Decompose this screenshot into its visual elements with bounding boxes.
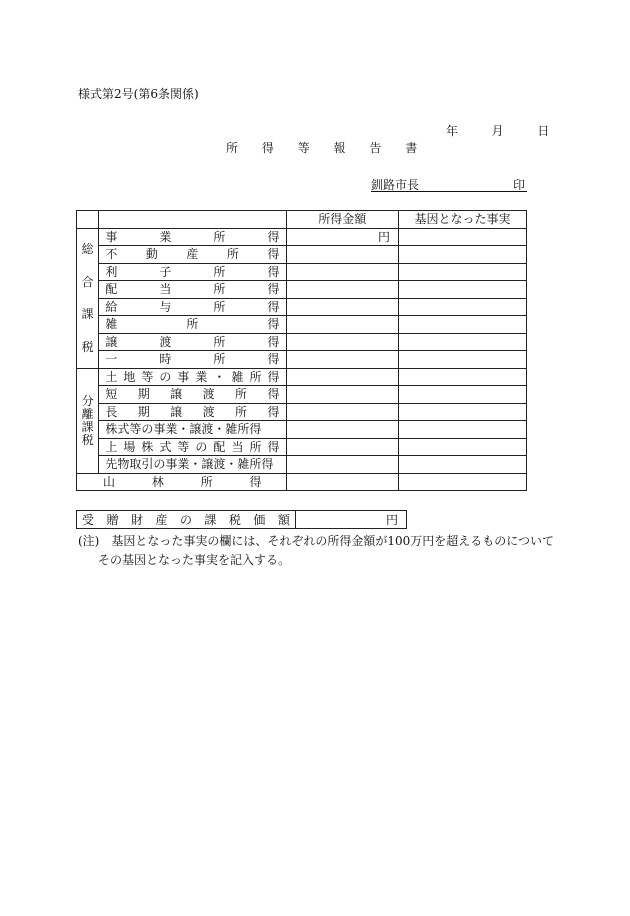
gift-label bbox=[77, 511, 296, 529]
label-char: 所 bbox=[213, 299, 226, 314]
table-row bbox=[77, 386, 527, 404]
label-char: 所 bbox=[249, 369, 262, 384]
note-line-2: その基因となった事実を記入する。 bbox=[98, 553, 291, 567]
amount-cell[interactable] bbox=[286, 456, 399, 474]
label-char: 事 bbox=[177, 369, 190, 384]
note-line-1: (注) 基因となった事実の欄には、それぞれの所得金額が100万円を超えるものについて bbox=[78, 534, 555, 548]
col-fact-header: 基因となった事実 bbox=[399, 211, 527, 229]
label-char: 譲 bbox=[105, 334, 118, 349]
table-row bbox=[77, 473, 527, 491]
group-char: 課 bbox=[81, 419, 94, 434]
table-row bbox=[77, 511, 407, 529]
label-char: 長 bbox=[105, 404, 118, 419]
amount-cell[interactable] bbox=[286, 368, 399, 386]
label-char: 所 bbox=[226, 247, 239, 262]
table-row bbox=[77, 298, 527, 316]
label-char: 価 bbox=[253, 513, 266, 527]
title-char: 書 bbox=[405, 141, 418, 155]
row-label bbox=[99, 281, 286, 299]
label-char: 財 bbox=[130, 513, 143, 527]
label-char: 所 bbox=[200, 474, 213, 489]
label-char: 得 bbox=[267, 439, 280, 454]
label-char: 子 bbox=[159, 264, 172, 279]
amount-cell[interactable] bbox=[286, 333, 399, 351]
table-row bbox=[77, 316, 527, 334]
group-char: 総 bbox=[81, 242, 94, 257]
label-char: 時 bbox=[159, 352, 172, 367]
document-title bbox=[226, 139, 417, 156]
label-char: 等 bbox=[177, 439, 190, 454]
label-char: 与 bbox=[159, 299, 172, 314]
title-char: 所 bbox=[226, 141, 239, 155]
row-label bbox=[99, 456, 286, 474]
fact-cell[interactable] bbox=[399, 246, 527, 264]
fact-cell[interactable] bbox=[399, 351, 527, 369]
label-char: の bbox=[195, 439, 208, 454]
label-char: 得 bbox=[267, 404, 280, 419]
row-label bbox=[99, 368, 286, 386]
label-char: 期 bbox=[137, 387, 150, 402]
label-char: 雑 bbox=[105, 317, 118, 332]
label-char: 得 bbox=[267, 387, 280, 402]
label-char: 所 bbox=[213, 334, 226, 349]
label-char: 所 bbox=[235, 387, 248, 402]
group-comprehensive bbox=[77, 228, 99, 368]
label-char: 得 bbox=[267, 352, 280, 367]
amount-cell[interactable] bbox=[286, 403, 399, 421]
label-char: 所 bbox=[213, 264, 226, 279]
row-label bbox=[99, 298, 286, 316]
label-char: 得 bbox=[267, 229, 280, 244]
fact-cell[interactable] bbox=[399, 298, 527, 316]
amount-cell[interactable] bbox=[286, 351, 399, 369]
title-char: 等 bbox=[297, 141, 310, 155]
label-char: 得 bbox=[267, 317, 280, 332]
group-char: 税 bbox=[81, 339, 94, 354]
label-char: 所 bbox=[213, 352, 226, 367]
label-char: 場 bbox=[123, 439, 136, 454]
amount-cell[interactable] bbox=[286, 386, 399, 404]
label-char: 得 bbox=[267, 247, 280, 262]
group-char: 離 bbox=[81, 406, 94, 421]
row-label bbox=[99, 351, 286, 369]
amount-cell[interactable] bbox=[286, 263, 399, 281]
amount-cell[interactable] bbox=[286, 281, 399, 299]
fact-cell[interactable] bbox=[399, 473, 527, 491]
row-label bbox=[99, 438, 286, 456]
row-label bbox=[99, 386, 286, 404]
label-char: 地 bbox=[123, 369, 136, 384]
group-separate bbox=[77, 368, 99, 473]
label-char: 土 bbox=[105, 369, 118, 384]
label-char: 株 bbox=[141, 439, 154, 454]
label-char: 株式等の事業・譲渡・雑所得 bbox=[105, 422, 262, 437]
table-row bbox=[77, 456, 527, 474]
fact-cell[interactable] bbox=[399, 228, 527, 246]
table-row bbox=[77, 421, 527, 439]
label-char: 譲 bbox=[170, 404, 183, 419]
fact-cell[interactable] bbox=[399, 281, 527, 299]
date-year: 年 bbox=[446, 124, 459, 138]
amount-cell[interactable] bbox=[286, 316, 399, 334]
table-row bbox=[77, 263, 527, 281]
label-char: 渡 bbox=[202, 387, 215, 402]
row-label-forest bbox=[77, 473, 287, 491]
fact-cell[interactable] bbox=[399, 333, 527, 351]
table-row bbox=[77, 438, 527, 456]
title-char: 得 bbox=[261, 141, 274, 155]
gift-amount-cell[interactable]: 円 bbox=[296, 511, 407, 529]
label-char: 譲 bbox=[170, 387, 183, 402]
amount-cell[interactable]: 円 bbox=[286, 228, 399, 246]
label-char: 等 bbox=[141, 369, 154, 384]
row-label bbox=[99, 228, 286, 246]
label-char: 当 bbox=[159, 282, 172, 297]
fact-cell[interactable] bbox=[399, 421, 527, 439]
row-label bbox=[99, 316, 286, 334]
fact-cell[interactable] bbox=[399, 403, 527, 421]
label-char: 所 bbox=[235, 404, 248, 419]
table-row bbox=[77, 333, 527, 351]
label-char: 所 bbox=[213, 229, 226, 244]
label-char: 短 bbox=[105, 387, 118, 402]
label-char: 業 bbox=[159, 229, 172, 244]
fact-cell[interactable] bbox=[399, 263, 527, 281]
label-char: 業 bbox=[195, 369, 208, 384]
label-char: の bbox=[179, 513, 192, 527]
seal-mark: 印 bbox=[512, 178, 525, 192]
table-row bbox=[77, 368, 527, 386]
label-char: 配 bbox=[213, 439, 226, 454]
table-row bbox=[77, 351, 527, 369]
label-char: 一 bbox=[105, 352, 118, 367]
group-char: 税 bbox=[81, 432, 94, 447]
label-char: 得 bbox=[249, 474, 262, 489]
table-row bbox=[77, 403, 527, 421]
group-char: 合 bbox=[81, 274, 94, 289]
form-number: 様式第2号(第6条関係) bbox=[78, 87, 199, 101]
label-char: 不 bbox=[105, 247, 118, 262]
label-char: 得 bbox=[267, 264, 280, 279]
fact-cell[interactable] bbox=[399, 316, 527, 334]
fact-cell[interactable] bbox=[399, 438, 527, 456]
label-char: 課 bbox=[204, 513, 217, 527]
label-char: 配 bbox=[105, 282, 118, 297]
label-char: 利 bbox=[105, 264, 118, 279]
label-char: 所 bbox=[186, 317, 199, 332]
addressee-line bbox=[371, 176, 527, 192]
label-char: 産 bbox=[186, 247, 199, 262]
gift-tax-table bbox=[76, 510, 407, 529]
amount-cell[interactable] bbox=[286, 298, 399, 316]
row-label bbox=[99, 403, 286, 421]
table-row bbox=[77, 281, 527, 299]
label-char: ・ bbox=[213, 369, 226, 384]
label-char: 所 bbox=[213, 282, 226, 297]
table-header-row bbox=[77, 211, 527, 229]
label-char: 渡 bbox=[159, 334, 172, 349]
label-char: 額 bbox=[277, 513, 290, 527]
addressee-name: 釧路市長 bbox=[371, 178, 420, 192]
label-char: 山 bbox=[103, 474, 116, 489]
row-label bbox=[99, 421, 286, 439]
date-day: 日 bbox=[537, 124, 550, 138]
row-label bbox=[99, 333, 286, 351]
header-blank bbox=[99, 211, 286, 229]
label-char: 雑 bbox=[231, 369, 244, 384]
label-char: 得 bbox=[267, 369, 280, 384]
amount-cell[interactable] bbox=[286, 246, 399, 264]
date-line bbox=[446, 122, 549, 139]
label-char: 得 bbox=[267, 299, 280, 314]
amount-cell[interactable] bbox=[286, 473, 399, 491]
label-char: 当 bbox=[231, 439, 244, 454]
label-char: 式 bbox=[159, 439, 172, 454]
title-char: 告 bbox=[369, 141, 382, 155]
label-char: 事 bbox=[105, 229, 118, 244]
col-amount-header: 所得金額 bbox=[286, 211, 399, 229]
label-char: 給 bbox=[105, 299, 118, 314]
header-blank bbox=[77, 211, 99, 229]
label-char: 得 bbox=[267, 334, 280, 349]
label-char: 税 bbox=[228, 513, 241, 527]
fact-cell[interactable] bbox=[399, 386, 527, 404]
group-char: 課 bbox=[81, 307, 94, 322]
row-label bbox=[99, 246, 286, 264]
label-char: 動 bbox=[145, 247, 158, 262]
label-char: 受 bbox=[82, 513, 95, 527]
amount-cell[interactable] bbox=[286, 421, 399, 439]
label-char: 産 bbox=[155, 513, 168, 527]
label-char: 渡 bbox=[202, 404, 215, 419]
label-char: 林 bbox=[151, 474, 164, 489]
amount-cell[interactable] bbox=[286, 438, 399, 456]
row-label bbox=[99, 263, 286, 281]
income-table bbox=[76, 210, 527, 491]
label-char: 上 bbox=[105, 439, 118, 454]
date-month: 月 bbox=[491, 124, 504, 138]
group-char: 分 bbox=[81, 393, 94, 408]
table-row bbox=[77, 246, 527, 264]
label-char: 期 bbox=[137, 404, 150, 419]
table-row bbox=[77, 228, 527, 246]
fact-cell[interactable] bbox=[399, 456, 527, 474]
label-char: 贈 bbox=[106, 513, 119, 527]
label-char: 得 bbox=[267, 282, 280, 297]
label-char: 所 bbox=[249, 439, 262, 454]
title-char: 報 bbox=[333, 141, 346, 155]
fact-cell[interactable] bbox=[399, 368, 527, 386]
label-char: 先物取引の事業・譲渡・雑所得 bbox=[105, 457, 274, 472]
label-char: の bbox=[159, 369, 172, 384]
